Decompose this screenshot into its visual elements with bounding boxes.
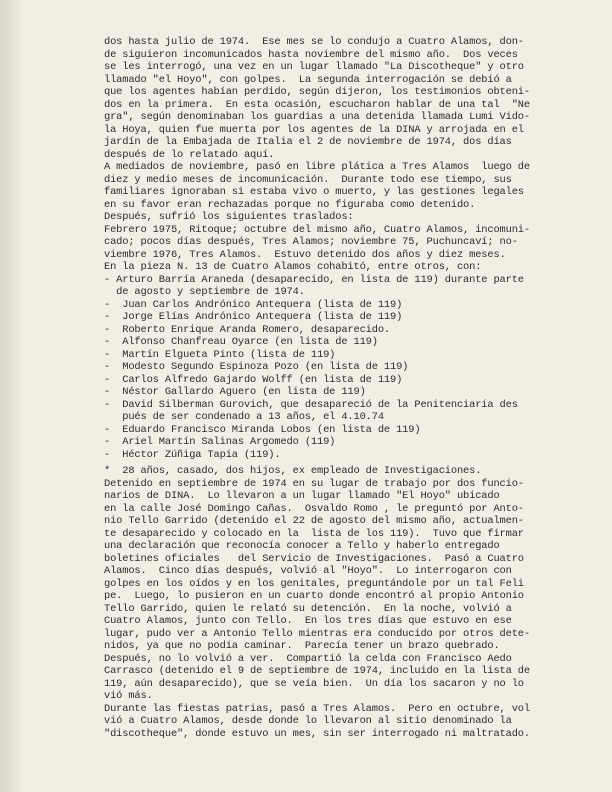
text-line: "discotheque", donde estuvo un mes, sin ser interrogado ni maltratado. bbox=[104, 727, 530, 740]
page-edge bbox=[0, 0, 22, 792]
text-line: narios de DINA. Lo llevaron a un lugar llamado "El Hoyo" ubicado bbox=[104, 490, 500, 502]
detainee-list-item: - Arturo Barría Araneda (desaparecido, en lista de 119) durante parte bbox=[104, 273, 524, 286]
text-line: Después, sufrió los siguientes traslados: bbox=[104, 211, 354, 223]
text-line: de siguieron incomunicados hasta noviembre del mismo año. Dos veces bbox=[104, 48, 518, 61]
text-line: * 28 años, casado, dos hijos, ex empleado de Investigaciones. bbox=[104, 465, 482, 477]
text-line: Detenido en septiembre de 1974 en su lugar de trabajo por dos funcio- bbox=[104, 477, 524, 490]
text-line: después de lo relatado aquí. bbox=[104, 148, 275, 161]
text-line: cado; pocos días después, Tres Alamos; noviembre 75, Puchuncaví; no- bbox=[104, 236, 518, 248]
text-line: que los agentes habían perdido, según dijeron, los testimonios obteni- bbox=[104, 86, 530, 98]
text-line: nidos, ya que no podía caminar. Parecía tener un brazo quebrado. bbox=[104, 640, 500, 652]
text-line: viembre 1976, Tres Alamos. Estuvo detenido dos años y diez meses. bbox=[104, 248, 506, 261]
text-line: Después, no lo volvió a ver. Compartió la celda con Francisco Aedo bbox=[104, 652, 512, 665]
detainee-list-item: - Jorge Elías Andrónico Antequera (lista de 119) bbox=[104, 311, 403, 323]
detainee-list-item: - Eduardo Francisco Miranda Lobos (en lista de 119) bbox=[104, 423, 421, 436]
detainee-list-item: - Carlos Alfredo Gajardo Wolff (en lista de 119) bbox=[104, 373, 403, 386]
text-line: diez y medio meses de incomunicación. Durante todo ese tiempo, sus bbox=[104, 173, 512, 186]
detainee-list-item: - David Silberman Gurovich, que desapareció de la Penitenciaría des bbox=[104, 398, 518, 411]
text-line: dos en la primera. En esta ocasión, escucharon hablar de una tal "Ne bbox=[104, 98, 530, 111]
detainee-list-item: pués de ser condenado a 13 años, el 4.10.74 bbox=[104, 411, 384, 423]
detainee-list-item: - Modesto Segundo Espinoza Pozo (en lista de 119) bbox=[104, 361, 409, 373]
text-line: Cuatro Alamos, junto con Tello. En los tres días que estuvo en ese bbox=[104, 615, 512, 627]
text-line: vió a Cuatro Alamos, desde donde lo llevaron al sitio denominado la bbox=[104, 715, 512, 727]
detainee-list bbox=[104, 274, 584, 462]
text-line: A mediados de noviembre, pasó en libre plática a Tres Alamos luego de bbox=[104, 161, 530, 173]
text-line: golpes en los oídos y en los genitales, preguntándole por un tal Feli bbox=[104, 577, 524, 590]
text-line: Carrasco (detenido el 9 de septiembre de 1974, incluido en la lista de bbox=[104, 665, 530, 677]
text-line: boletines oficiales del Servicio de Investigaciones. Pasó a Cuatro bbox=[104, 552, 524, 565]
text-line: la Hoya, quien fue muerta por los agentes de la DINA y arrojada en el bbox=[104, 123, 524, 136]
text-line: Febrero 1975, Ritoque; octubre del mismo año, Cuatro Alamos, incomuni- bbox=[104, 223, 530, 236]
text-line: familiares ignoraban si estaba vivo o muerto, y las gestiones legales bbox=[104, 186, 524, 198]
text-line: Alamos. Cinco días después, volvió al "Hoyo". Lo interrogaron con bbox=[104, 565, 512, 577]
detainee-list-item: - Roberto Enrique Aranda Romero, desaparecido. bbox=[104, 323, 391, 336]
text-line: en la calle José Domingo Cañas. Osvaldo Romo , le preguntó por Anto- bbox=[104, 502, 524, 515]
text-line: una declaración que reconocía conocer a Tello y haberlo entregado bbox=[104, 540, 500, 552]
text-line: llamado "el Hoyo", con golpes. La segunda interrogación se debió a bbox=[104, 73, 512, 86]
text-line: lugar, pudo ver a Antonio Tello mientras era conducido por otros dete- bbox=[104, 627, 530, 640]
text-line: pe. Luego, lo pusieron en un cuarto donde encontró al propio Antonio bbox=[104, 590, 524, 602]
text-line: En la pieza N. 13 de Cuatro Alamos cohabitó, entre otros, con: bbox=[104, 261, 482, 273]
paragraph-detention-account bbox=[104, 36, 584, 274]
text-line: vió más. bbox=[104, 690, 153, 702]
detainee-list-item: - Ariel Martín Salinas Argomedo (119) bbox=[104, 436, 336, 448]
detainee-list-item: - Héctor Zúñiga Tapia (119). bbox=[104, 448, 281, 461]
text-line: 119, aún desaparecido), que se veía bien. Un día los sacaron y no lo bbox=[104, 677, 524, 690]
detainee-list-item: - Alfonso Chanfreau Oyarce (en lista de 119) bbox=[104, 336, 378, 348]
text-line: Durante las fiestas patrias, pasó a Tres Alamos. Pero en octubre, vol bbox=[104, 702, 530, 715]
text-line: se les interrogó, una vez en un lugar llamado "La Discotheque" y otro bbox=[104, 61, 524, 73]
detainee-list-item: - Martín Elgueta Pinto (lista de 119) bbox=[104, 348, 336, 361]
detainee-list-item: - Juan Carlos Andrónico Antequera (lista de 119) bbox=[104, 298, 403, 311]
text-line: gra", según denominaban los guardias a una detenida llamada Lumi Vido- bbox=[104, 111, 530, 123]
text-line: dos hasta julio de 1974. Ese mes se lo condujo a Cuatro Alamos, don- bbox=[104, 36, 524, 48]
detainee-list-item: de agosto y septiembre de 1974. bbox=[104, 286, 305, 298]
text-line: te desaparecido y colocado en la lista de los 119). Tuvo que firmar bbox=[104, 527, 524, 540]
typed-text-body bbox=[104, 36, 584, 740]
text-line: nio Tello Garrido (detenido el 22 de agosto del mismo año, actualmen- bbox=[104, 515, 524, 527]
text-line: jardín de la Embajada de Italia el 2 de noviembre de 1974, dos días bbox=[104, 136, 512, 148]
text-line: Tello Garrido, quien le relató su detención. En la noche, volvió a bbox=[104, 602, 512, 615]
text-line: en su favor eran rechazadas porque no figuraba como detenido. bbox=[104, 198, 476, 211]
detainee-list-item: - Néstor Gallardo Aguero (en lista de 119) bbox=[104, 386, 366, 398]
paragraph-second-testimony bbox=[104, 465, 584, 740]
